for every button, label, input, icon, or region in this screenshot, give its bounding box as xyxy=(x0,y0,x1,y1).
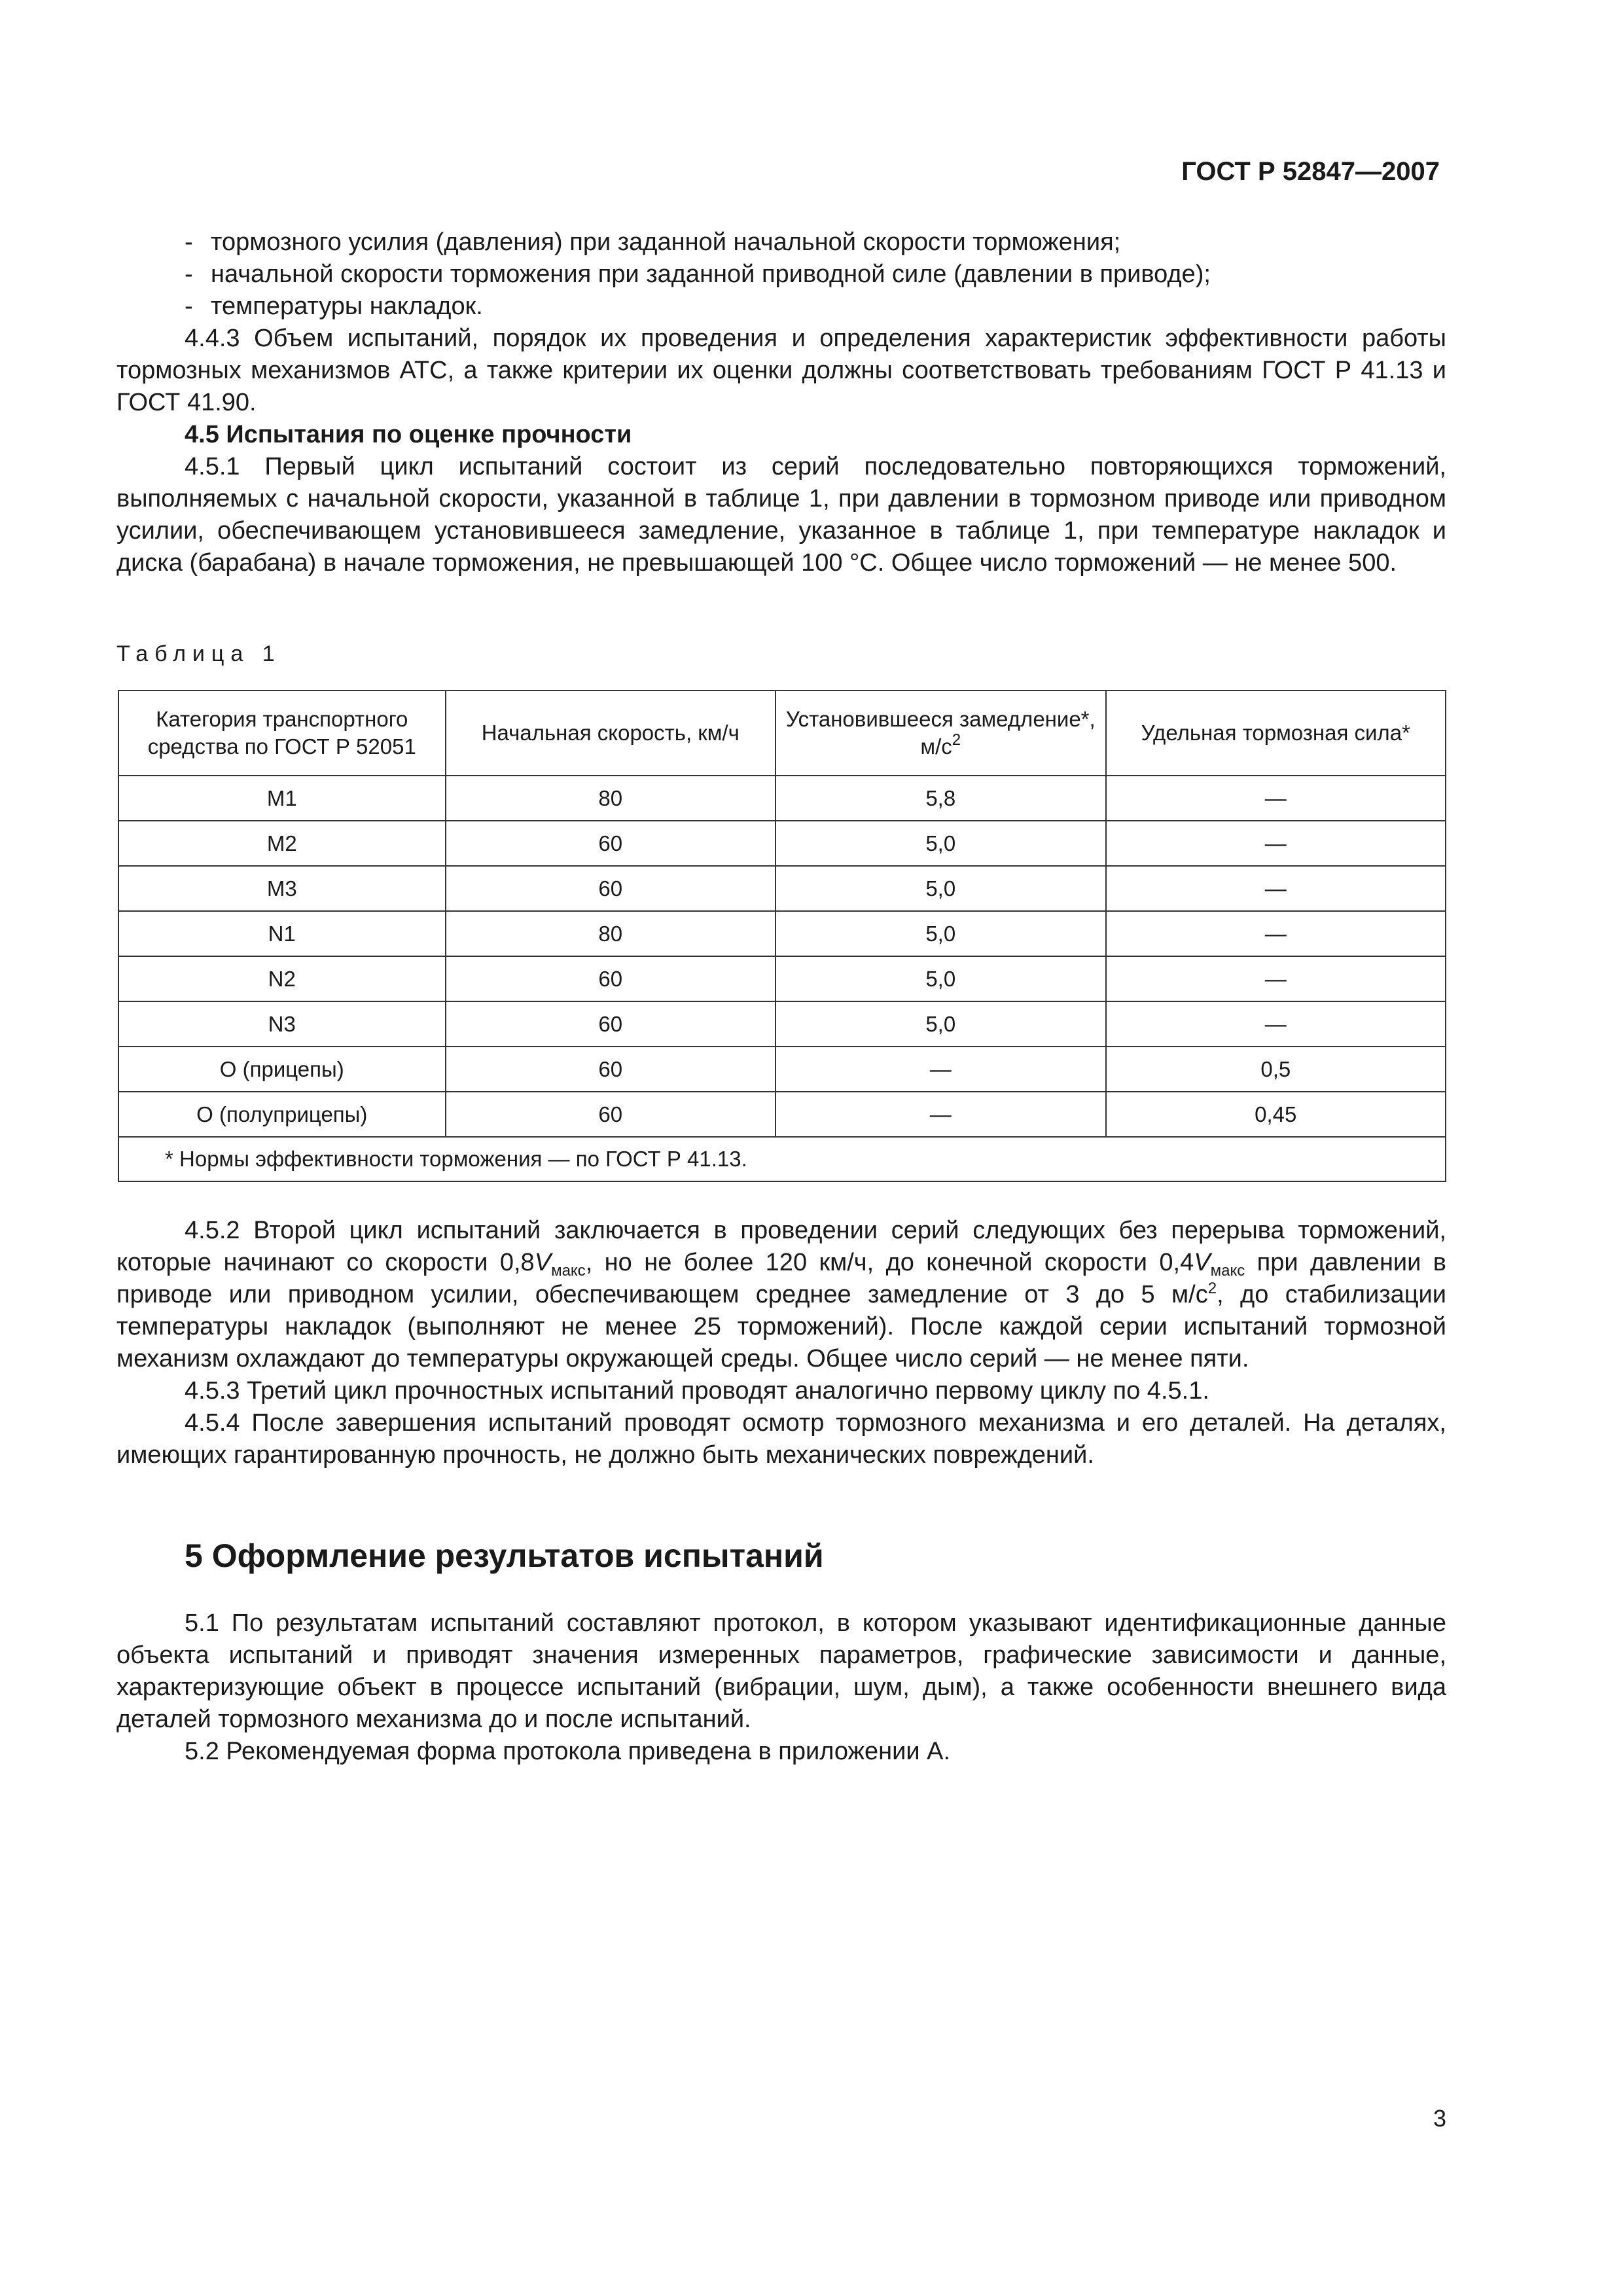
document-id-header: ГОСТ Р 52847—2007 xyxy=(1181,157,1440,186)
header-category: Категория транспортного средства по ГОСТ Р 52051 xyxy=(118,691,446,776)
cell-speed: 60 xyxy=(446,1092,776,1137)
paragraph-5-1: 5.1 По результатам испытаний составляют протокол, в котором указывают идентификационные данные объекта испытаний и приводят значения измеренных параметров, графические зависимости и данные, характеризующие объект в процессе испытаний (вибрации, шум, дым), а также особенности внешнего вида деталей тормозного механизма до и после испытаний. xyxy=(116,1609,1446,1733)
cell-speed: 80 xyxy=(446,911,776,956)
cell-speed: 60 xyxy=(446,821,776,866)
table-header-row xyxy=(118,691,1446,776)
cell-force: — xyxy=(1106,866,1446,911)
cell-speed: 60 xyxy=(446,1001,776,1047)
cell-force: — xyxy=(1106,911,1446,956)
table-row xyxy=(118,911,1446,956)
table-row xyxy=(118,776,1446,821)
subsection-heading-4-5: 4.5 Испытания по оценке прочности xyxy=(185,421,632,448)
middle-text-block xyxy=(116,1215,1446,1471)
cell-speed: 80 xyxy=(446,776,776,821)
list-item-text: начальной скорости торможения при заданной приводной силе (давлении в приводе); xyxy=(211,260,1211,288)
page-number: 3 xyxy=(1433,2105,1446,2132)
paragraph-4-5-1: 4.5.1 Первый цикл испытаний состоит из серий последовательно повторяющихся торможений, выполняемых с начальной скорости, указанной в таблице 1, при давлении в тормозном приводе или приводном усилии, обеспечивающем установившееся замедление, указанное в таблице 1, при температуре накладок и диска (барабана) в начале торможения, не превышающей 100 °С. Общее число торможений — не менее 500. xyxy=(116,453,1446,577)
cell-speed: 60 xyxy=(446,866,776,911)
paragraph-4-5-2: 4.5.2 Второй цикл испытаний заключается в проведении серий следующих без перерыва торможений, которые начинают со скорости $0,8V_{макс}$, но не более 120 км/ч, до конечной скорости $0,4V_{макс}$ при давлении в приводе или приводном усилии, обеспечивающем среднее замедление от 3 до 5 $м/с^2$, до стабилизации температуры накладок (выполняют не менее 25 торможений). После каждой серии испытаний тормозной механизм охлаждают до температуры окружающей среды. Общее число серий — не менее пяти. xyxy=(116,1217,1446,1372)
cell-category: О (прицепы) xyxy=(118,1047,446,1092)
cell-force: — xyxy=(1106,776,1446,821)
cell-decel: 5,0 xyxy=(776,1001,1106,1047)
cell-force: — xyxy=(1106,821,1446,866)
braking-requirements-table xyxy=(118,690,1446,1182)
table-row xyxy=(118,1001,1446,1047)
lower-text-block xyxy=(116,1607,1446,1768)
section-5-title: 5 Оформление результатов испытаний xyxy=(185,1537,824,1574)
cell-category: М1 xyxy=(118,776,446,821)
paragraph-4-4-3: 4.4.3 Объем испытаний, порядок их проведения и определения характеристик эффективности работы тормозных механизмов АТС, а также критерии их оценки должны соответствовать требованиям ГОСТ Р 41.13 и ГОСТ 41.90. xyxy=(116,325,1446,416)
cell-force: — xyxy=(1106,956,1446,1001)
list-dash: - xyxy=(185,293,193,320)
table-row xyxy=(118,821,1446,866)
table-footnote-row xyxy=(118,1137,1446,1181)
cell-force: 0,45 xyxy=(1106,1092,1446,1137)
table-row xyxy=(118,1047,1446,1092)
cell-category: М3 xyxy=(118,866,446,911)
cell-decel: 5,8 xyxy=(776,776,1106,821)
cell-speed: 60 xyxy=(446,956,776,1001)
header-speed: Начальная скорость, км/ч xyxy=(446,691,776,776)
header-decel: Установившееся замедление*, $м/с^2$ xyxy=(776,691,1106,776)
cell-speed: 60 xyxy=(446,1047,776,1092)
cell-category: М2 xyxy=(118,821,446,866)
cell-decel: 5,0 xyxy=(776,821,1106,866)
list-item-text: температуры накладок. xyxy=(211,293,483,320)
list-dash: - xyxy=(185,228,193,256)
cell-category: N2 xyxy=(118,956,446,1001)
cell-category: О (полуприцепы) xyxy=(118,1092,446,1137)
table-row xyxy=(118,866,1446,911)
cell-category: N3 xyxy=(118,1001,446,1047)
cell-category: N1 xyxy=(118,911,446,956)
list-item-text: тормозного усилия (давления) при заданной начальной скорости торможения; xyxy=(211,228,1121,256)
upper-text-block xyxy=(116,226,1446,579)
paragraph-5-2: 5.2 Рекомендуемая форма протокола приведена в приложении А. xyxy=(185,1738,951,1765)
paragraph-4-5-4: 4.5.4 После завершения испытаний проводят осмотр тормозного механизма и его деталей. На деталях, имеющих гарантированную прочность, не должно быть механических повреждений. xyxy=(116,1409,1446,1469)
table-footnote: * Нормы эффективности торможения — по ГОСТ Р 41.13. xyxy=(118,1137,1446,1181)
cell-decel: 5,0 xyxy=(776,911,1106,956)
table-row xyxy=(118,1092,1446,1137)
list-item xyxy=(116,226,1446,259)
cell-decel: 5,0 xyxy=(776,956,1106,1001)
cell-decel: — xyxy=(776,1047,1106,1092)
list-item xyxy=(116,259,1446,291)
cell-force: — xyxy=(1106,1001,1446,1047)
list-item xyxy=(116,291,1446,323)
header-force: Удельная тормозная сила* xyxy=(1106,691,1446,776)
list-dash: - xyxy=(185,260,193,288)
cell-decel: — xyxy=(776,1092,1106,1137)
paragraph-4-5-3: 4.5.3 Третий цикл прочностных испытаний проводят аналогично первому циклу по 4.5.1. xyxy=(185,1377,1209,1405)
cell-decel: 5,0 xyxy=(776,866,1106,911)
table-caption: Таблица 1 xyxy=(116,641,281,666)
table-row xyxy=(118,956,1446,1001)
cell-force: 0,5 xyxy=(1106,1047,1446,1092)
